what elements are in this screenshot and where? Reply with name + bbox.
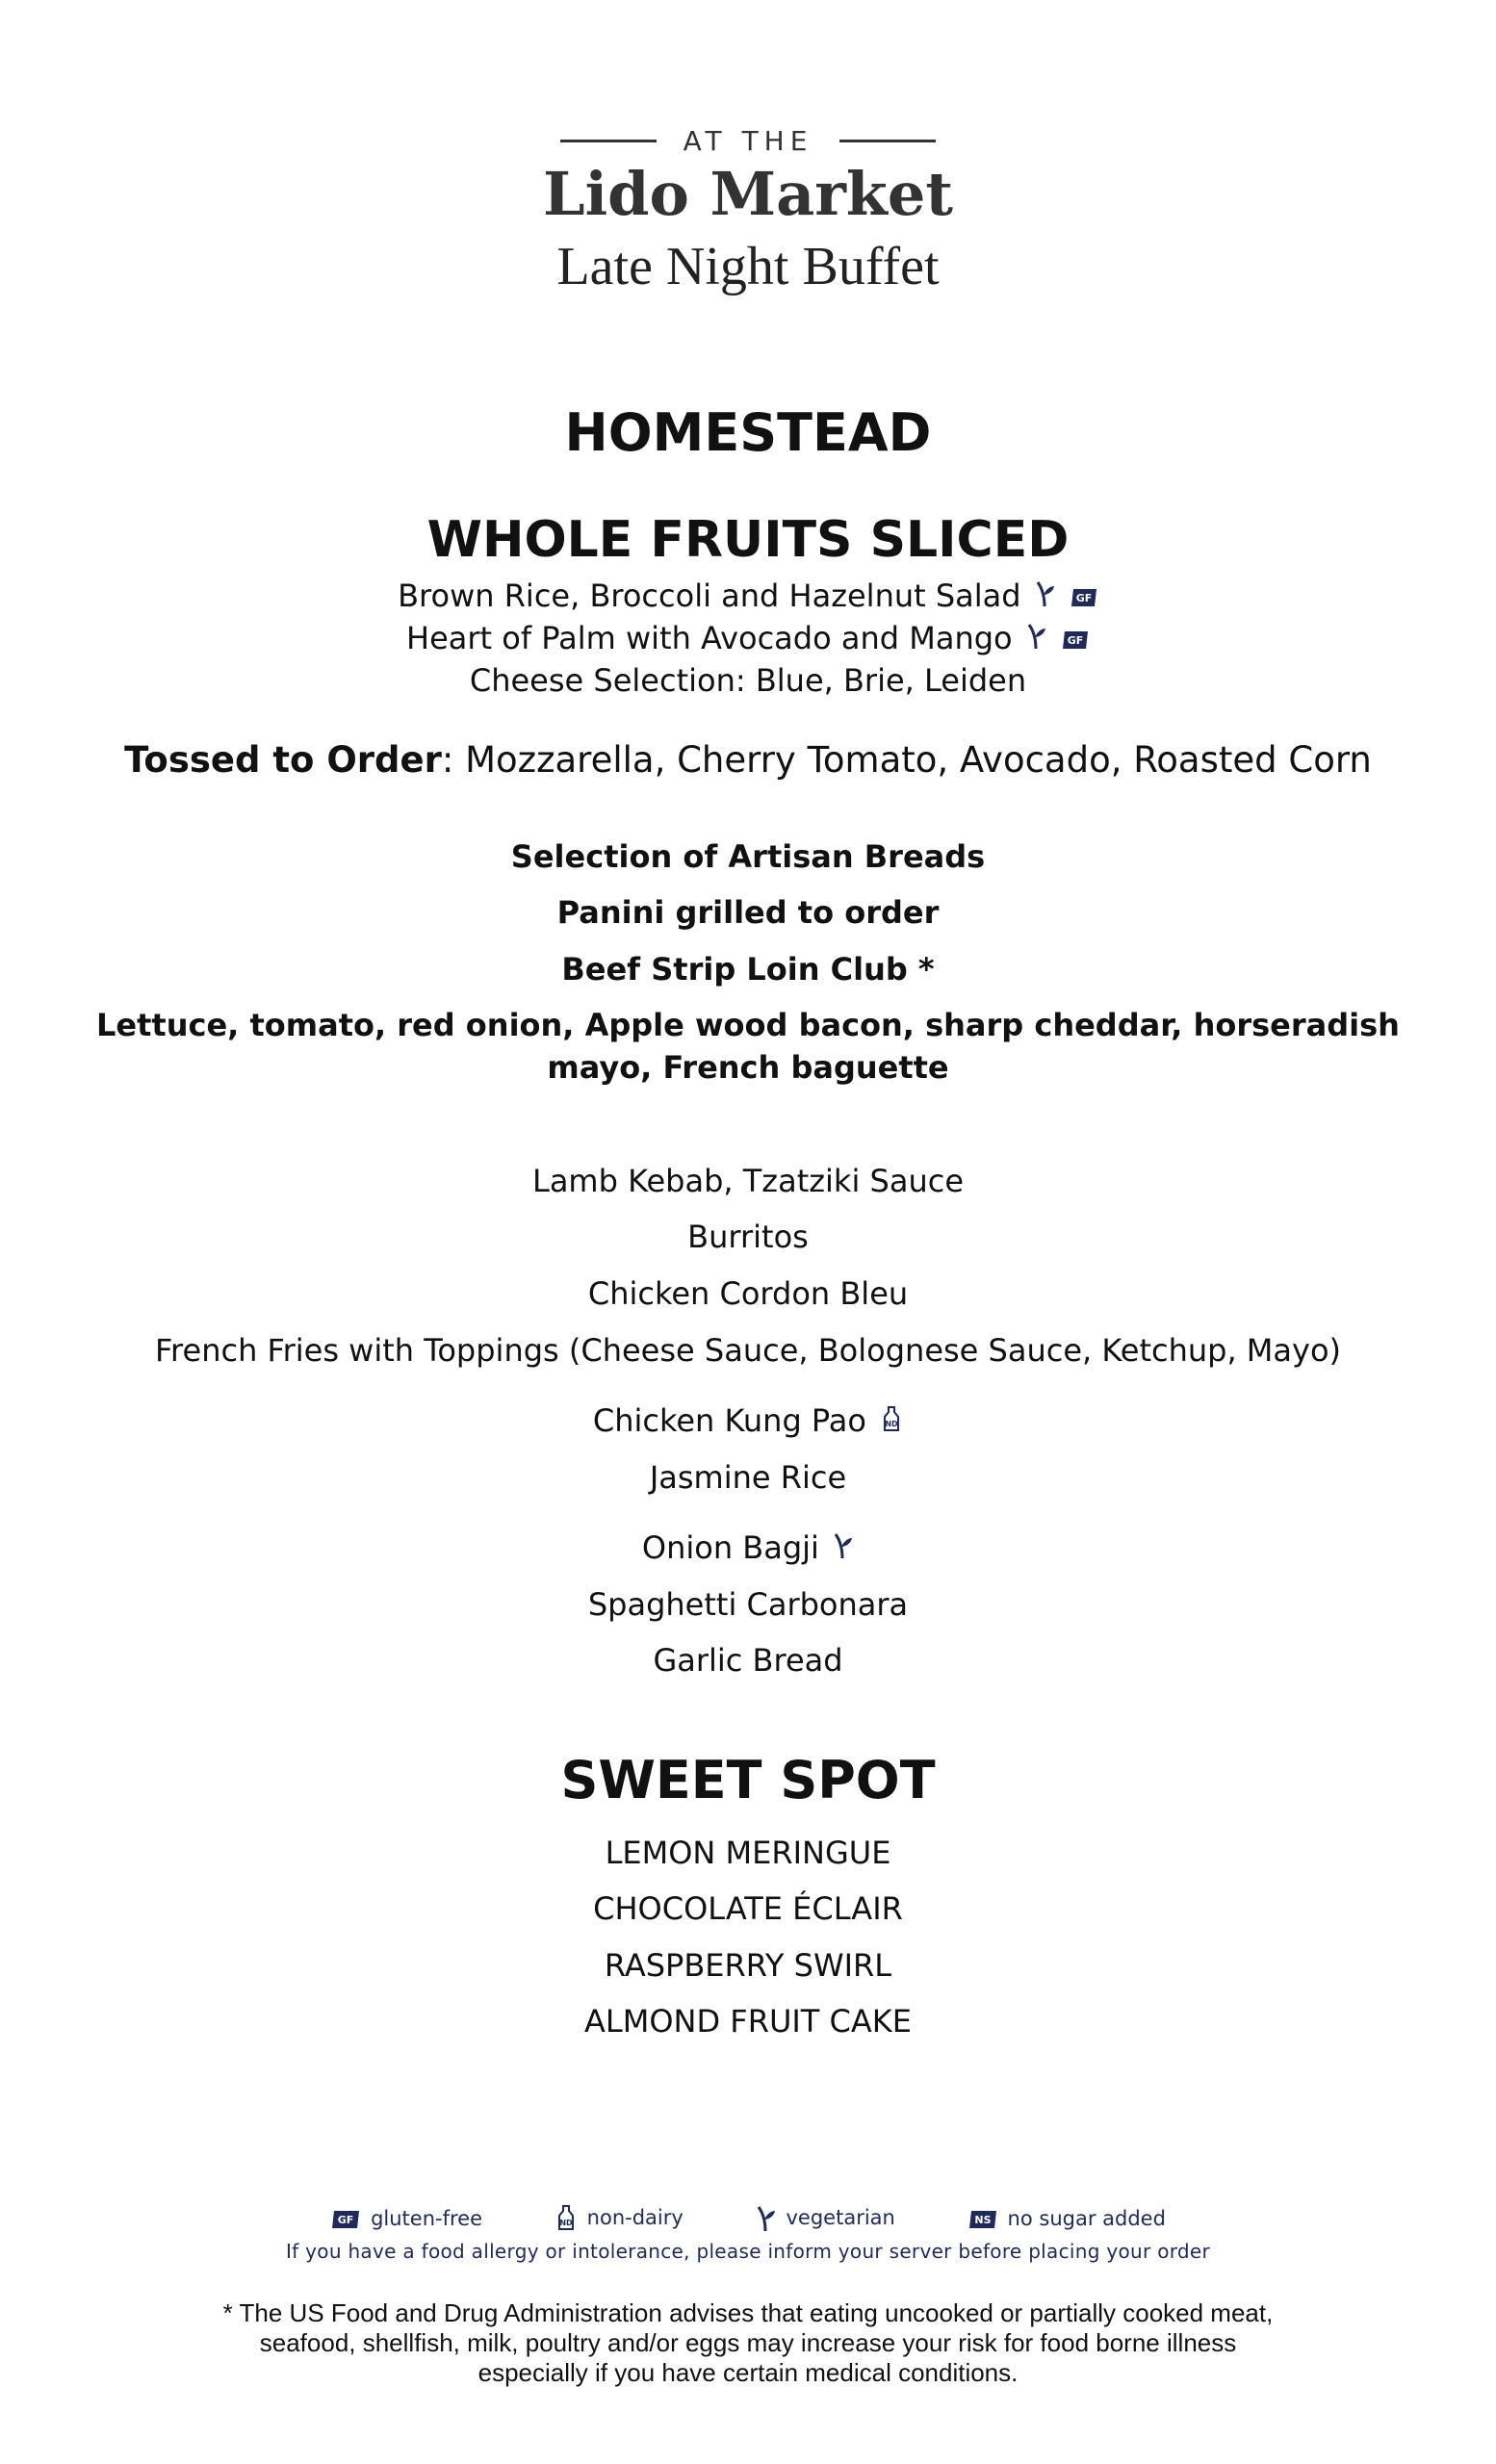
menu-item: French Fries with Toppings (Cheese Sauce, Bolognese Sauce, Ketchup, Mayo) (154, 1332, 1342, 1369)
dessert-item: ALMOND FRUIT CAKE (584, 2003, 912, 2040)
gluten-free-icon (330, 2209, 361, 2230)
vegetarian-icon (756, 2204, 777, 2233)
allergy-notice: If you have a food allergy or intolerance, please inform your server before placing your order (285, 2240, 1211, 2263)
menu-item: Burritos (687, 1219, 809, 1255)
dessert-item: CHOCOLATE ÉCLAIR (593, 1890, 903, 1927)
legend-label: no sugar added (1007, 2207, 1166, 2230)
svg-text:ND: ND (885, 1420, 898, 1428)
svg-text:ND: ND (559, 2219, 573, 2227)
gluten-free-icon (1061, 622, 1090, 658)
right-rule (839, 140, 936, 142)
menu-item: Spaghetti Carbonara (587, 1586, 909, 1623)
legend-label: gluten-free (371, 2207, 482, 2230)
tossed-to-order-line (0, 739, 1496, 781)
menu-item (0, 1402, 1496, 1441)
menu-item: Chicken Cordon Bleu (587, 1275, 909, 1312)
menu-item: Lamb Kebab, Tzatziki Sauce (531, 1163, 964, 1199)
fda-line: * The US Food and Drug Administration advises that eating uncooked or partially cooked meat, (222, 2298, 1274, 2327)
vegetarian-icon (1035, 579, 1056, 616)
legend-vegetarian (756, 2204, 895, 2233)
dietary-legend (0, 2204, 1496, 2233)
menu-item-bold: Selection of Artisan Breads (510, 838, 986, 875)
dessert-item: LEMON MERINGUE (605, 1835, 891, 1871)
menu-item-label: Heart of Palm with Avocado and Mango (406, 620, 1013, 656)
menu-item: Garlic Bread (653, 1642, 843, 1679)
menu-item: Jasmine Rice (649, 1459, 847, 1496)
menu-item (0, 620, 1496, 658)
menu-item: Cheese Selection: Blue, Brie, Leiden (469, 662, 1027, 699)
legend-gluten-free (330, 2207, 482, 2230)
legend-non-dairy (555, 2205, 684, 2232)
legend-label: non-dairy (586, 2206, 684, 2229)
menu-subtitle: Late Night Buffet (556, 237, 940, 296)
section-title-sweet-spot: SWEET SPOT (560, 1750, 936, 1810)
svg-text:GF: GF (1067, 634, 1084, 647)
menu-item (0, 1529, 1496, 1568)
fda-line: seafood, shellfish, milk, poultry and/or eggs may increase your risk for food borne illness (259, 2328, 1237, 2357)
left-rule (560, 140, 657, 142)
non-dairy-icon (555, 2205, 578, 2232)
fda-line: especially if you have certain medical conditions. (477, 2358, 1019, 2387)
menu-item-label: Onion Bagji (641, 1529, 819, 1566)
at-the-text: AT THE (683, 125, 813, 157)
gluten-free-icon (1070, 579, 1098, 616)
section-title-fruits: WHOLE FRUITS SLICED (426, 511, 1070, 569)
non-dairy-icon (880, 1404, 903, 1441)
menu-item-label: Chicken Kung Pao (592, 1402, 866, 1439)
menu-item (0, 578, 1496, 616)
section-title-homestead: HOMESTEAD (564, 402, 932, 463)
legend-label: vegetarian (786, 2206, 895, 2229)
at-the-heading (0, 125, 1496, 157)
svg-text:GF: GF (337, 2214, 354, 2226)
menu-item-bold: Panini grilled to order (556, 894, 940, 931)
fda-advisory (0, 2298, 1496, 2388)
vegetarian-icon (1026, 622, 1047, 658)
svg-text:GF: GF (1075, 592, 1093, 604)
no-sugar-icon (967, 2209, 998, 2230)
club-description-line2: mayo, French baguette (547, 1049, 949, 1086)
vegetarian-icon (833, 1531, 854, 1568)
brand-name: Lido Market (543, 159, 953, 229)
tossed-label: Tossed to Order (124, 739, 442, 781)
menu-item-label: Brown Rice, Broccoli and Hazelnut Salad (398, 578, 1021, 614)
svg-text:NS: NS (973, 2214, 992, 2226)
club-description-line1: Lettuce, tomato, red onion, Apple wood bacon, sharp cheddar, horseradish (96, 1007, 1400, 1043)
dessert-item: RASPBERRY SWIRL (604, 1947, 892, 1984)
tossed-ingredients: : Mozzarella, Cherry Tomato, Avocado, Roasted Corn (441, 739, 1372, 781)
menu-item-bold: Beef Strip Loin Club * (561, 951, 935, 988)
legend-no-sugar (967, 2207, 1166, 2230)
